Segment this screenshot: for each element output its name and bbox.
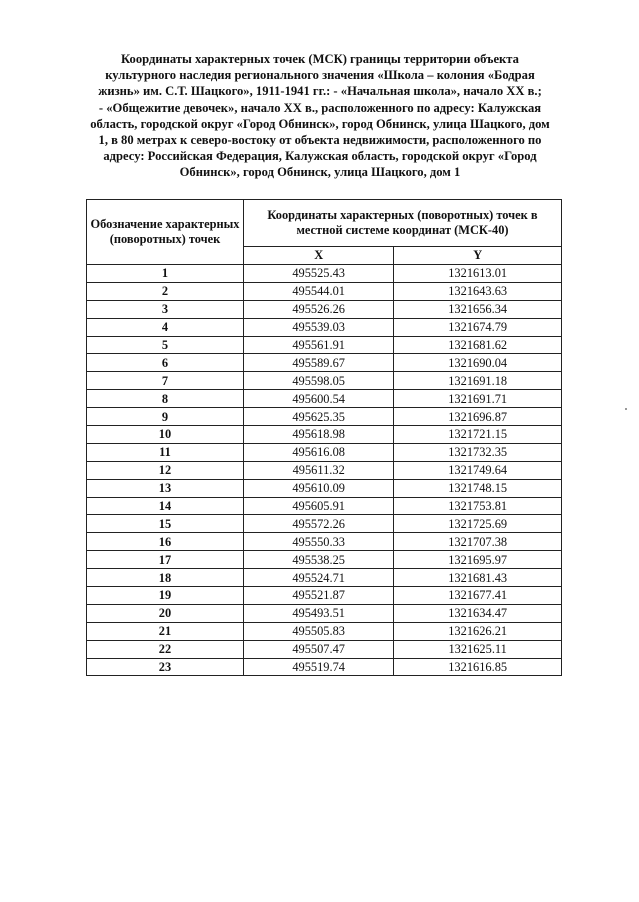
table-body [87, 265, 562, 676]
table-row [87, 372, 562, 390]
table-row [87, 587, 562, 605]
coord-x: 495525.43 [244, 265, 394, 283]
coord-y: 1321616.85 [394, 658, 562, 676]
coord-y: 1321748.15 [394, 479, 562, 497]
coord-x: 495600.54 [244, 390, 394, 408]
title-line: адресу: Российская Федерация, Калужская область, городской округ «Город [103, 149, 537, 164]
point-number: 8 [87, 390, 244, 408]
table-row [87, 551, 562, 569]
point-number: 12 [87, 461, 244, 479]
point-number: 4 [87, 318, 244, 336]
point-number: 22 [87, 640, 244, 658]
point-number: 23 [87, 658, 244, 676]
coord-x: 495611.32 [244, 461, 394, 479]
table-row [87, 461, 562, 479]
coord-y: 1321677.41 [394, 587, 562, 605]
point-number: 5 [87, 336, 244, 354]
coord-x: 495507.47 [244, 640, 394, 658]
coord-y: 1321753.81 [394, 497, 562, 515]
coord-x: 495539.03 [244, 318, 394, 336]
header-designation: Обозначение характерных (поворотных) точек [87, 200, 244, 265]
coord-y: 1321696.87 [394, 408, 562, 426]
title-line: культурного наследия регионального значения «Школа – колония «Бодрая [105, 68, 535, 83]
point-number: 21 [87, 622, 244, 640]
coord-y: 1321674.79 [394, 318, 562, 336]
coord-y: 1321732.35 [394, 443, 562, 461]
point-number: 10 [87, 426, 244, 444]
coordinates-table [86, 199, 562, 676]
point-number: 18 [87, 569, 244, 587]
coord-y: 1321625.11 [394, 640, 562, 658]
point-number: 9 [87, 408, 244, 426]
point-number: 11 [87, 443, 244, 461]
coord-y: 1321695.97 [394, 551, 562, 569]
coord-y: 1321721.15 [394, 426, 562, 444]
coord-y: 1321725.69 [394, 515, 562, 533]
table-row [87, 569, 562, 587]
point-number: 13 [87, 479, 244, 497]
coord-x: 495561.91 [244, 336, 394, 354]
title-line: Координаты характерных точек (МСК) границы территории объекта [121, 52, 519, 66]
coord-y: 1321626.21 [394, 622, 562, 640]
header-row [87, 200, 562, 247]
point-number: 15 [87, 515, 244, 533]
point-number: 20 [87, 604, 244, 622]
coord-y: 1321681.43 [394, 569, 562, 587]
coord-y: 1321707.38 [394, 533, 562, 551]
title-line: Обнинск», город Обнинск, улица Шацкого, дом 1 [179, 165, 461, 180]
point-number: 7 [87, 372, 244, 390]
header-y: Y [394, 247, 562, 265]
table-row [87, 479, 562, 497]
title-line: 1, в 80 метрах к северо-востоку от объекта недвижимости, расположенного по [98, 133, 542, 148]
table-row [87, 318, 562, 336]
point-number: 19 [87, 587, 244, 605]
header-x: X [244, 247, 394, 265]
coord-x: 495544.01 [244, 282, 394, 300]
coord-y: 1321749.64 [394, 461, 562, 479]
point-number: 17 [87, 551, 244, 569]
table-row [87, 336, 562, 354]
table-row [87, 640, 562, 658]
coord-x: 495524.71 [244, 569, 394, 587]
coord-x: 495526.26 [244, 300, 394, 318]
table-row [87, 622, 562, 640]
table-row [87, 443, 562, 461]
point-number: 6 [87, 354, 244, 372]
table-row [87, 497, 562, 515]
header-coordinates: Координаты характерных (поворотных) точек в местной системе координат (МСК-40) [244, 200, 562, 247]
coord-x: 495589.67 [244, 354, 394, 372]
title-line: - «Общежитие девочек», начало XX в., расположенного по адресу: Калужская [98, 100, 542, 115]
scan-mark [625, 408, 627, 410]
coord-x: 495610.09 [244, 479, 394, 497]
table-row [87, 426, 562, 444]
coord-x: 495616.08 [244, 443, 394, 461]
point-number: 14 [87, 497, 244, 515]
coord-y: 1321656.34 [394, 300, 562, 318]
table-row [87, 390, 562, 408]
coord-y: 1321643.63 [394, 282, 562, 300]
table-row [87, 408, 562, 426]
table-row [87, 658, 562, 676]
coord-x: 495550.33 [244, 533, 394, 551]
point-number: 2 [87, 282, 244, 300]
table-row [87, 300, 562, 318]
point-number: 16 [87, 533, 244, 551]
table-row [87, 533, 562, 551]
coord-x: 495625.35 [244, 408, 394, 426]
coord-y: 1321681.62 [394, 336, 562, 354]
coord-x: 495605.91 [244, 497, 394, 515]
document-title [70, 51, 570, 181]
coord-x: 495538.25 [244, 551, 394, 569]
coord-x: 495521.87 [244, 587, 394, 605]
coord-y: 1321691.71 [394, 390, 562, 408]
coord-x: 495618.98 [244, 426, 394, 444]
coord-x: 495572.26 [244, 515, 394, 533]
point-number: 1 [87, 265, 244, 283]
coord-x: 495493.51 [244, 604, 394, 622]
title-line: область, городской округ «Город Обнинск», город Обнинск, улица Шацкого, дом [90, 116, 550, 131]
title-line: жизнь» им. С.Т. Шацкого», 1911-1941 гг.: - «Начальная школа», начало XX в.; [98, 84, 542, 99]
table-header [87, 200, 562, 265]
coord-x: 495519.74 [244, 658, 394, 676]
table-row [87, 265, 562, 283]
coord-y: 1321613.01 [394, 265, 562, 283]
coord-y: 1321634.47 [394, 604, 562, 622]
coord-x: 495598.05 [244, 372, 394, 390]
table-row [87, 604, 562, 622]
point-number: 3 [87, 300, 244, 318]
table-row [87, 282, 562, 300]
table-row [87, 515, 562, 533]
coord-y: 1321690.04 [394, 354, 562, 372]
table-row [87, 354, 562, 372]
coord-x: 495505.83 [244, 622, 394, 640]
coord-y: 1321691.18 [394, 372, 562, 390]
